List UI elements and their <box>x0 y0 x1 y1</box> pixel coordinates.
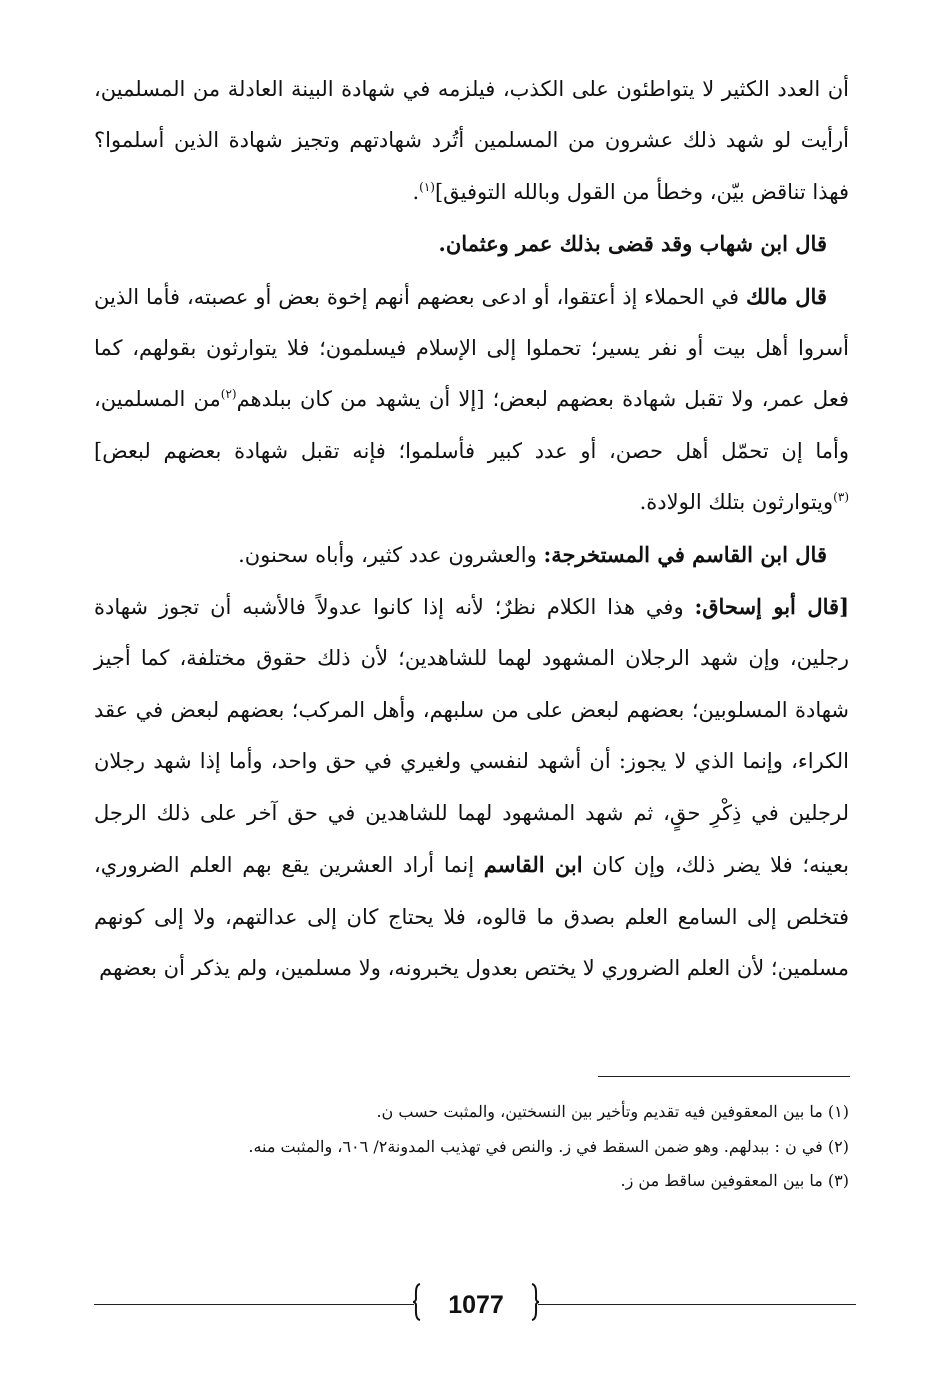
paragraph-2 <box>94 218 849 270</box>
paragraph-3-text: في الحملاء إذ أعتقوا، أو ادعى بعضهم أنهم إخوة بعض أو عصبته، فأما الذين أسروا أهل بيت أو نفر يسير؛ تحملوا إلى الإسلام فيسلمون؛ فلا يتوارثون بقولهم، كما فعل عمر، ولا تقبل شهادة بعضهم لبعض؛ [إلا أن يشهد من كان ببلدهم <box>94 284 849 412</box>
footnote-ref-3: (٣) <box>833 490 849 505</box>
footer-rule-left <box>94 1304 414 1305</box>
paragraph-3-bold: قال مالك <box>746 283 827 309</box>
footnote-ref-2: (٢) <box>220 387 237 402</box>
paragraph-5-tail: إنما أراد العشرين يقع بهم العلم الضروري، فتخلص إلى السامع العلم بصدق ما قالوه، فلا يحتاج كان إلى عدالتهم، ولا إلى كونهم مسلمين؛ لأن العلم الضروري لا يختص بعدول يخبرونه، ولا مسلمين، ولم يذكر أن بعضهم <box>94 853 849 980</box>
main-text <box>94 64 849 994</box>
footnote-ref-1: (١) <box>419 179 435 194</box>
paragraph-4-text: والعشرون عدد كثير، وأباه سحنون. <box>238 542 544 567</box>
page-number-bracket-right <box>530 1283 540 1321</box>
paragraph-3-tail: من المسلمين، وأما إن تحمّل أهل حصن، أو عدد كبير فأسلموا؛ فإنه تقبل شهادة بعضهم لبعض] <box>94 387 849 463</box>
paragraph-4 <box>94 529 849 581</box>
footer-rule-right <box>538 1304 856 1305</box>
paragraph-1-text: أن العدد الكثير لا يتواطئون على الكذب، فيلزمه في شهادة البينة العادلة من المسلمين، أرأيت لو شهد ذلك عشرون من المسلمين أتُرد شهادتهم وتجيز شهادة الذين أسلموا؟ فهذا تناقض بيّن، وخطأ من القول وبالله التوفيق] <box>94 77 849 204</box>
footnote-separator <box>598 1076 850 1077</box>
paragraph-1-tail: . <box>412 179 420 204</box>
paragraph-3 <box>94 271 849 529</box>
paragraph-5-bold-2: ابن القاسم <box>483 852 583 878</box>
paragraph-5 <box>94 581 849 994</box>
footnote-2: (٢) في ن : ببدلهم. وهو ضمن السقط في ز. والنص في تهذيب المدونة٢/ ٦٠٦، والمثبت منه. <box>248 1136 849 1156</box>
paragraph-3-tail-2: ويتوارثون بتلك الولادة. <box>639 490 834 515</box>
page-number: 1077 <box>448 1291 504 1319</box>
footnote-1: (١) ما بين المعقوفين فيه تقديم وتأخير بين النسختين، والمثبت حسب ن. <box>376 1102 849 1121</box>
paragraph-5-bold: [قال أبو إسحاق: <box>694 594 850 620</box>
paragraph-5-text: وفي هذا الكلام نظرٌ؛ لأنه إذا كانوا عدولاً فالأشبه أن تجوز شهادة رجلين، وإن شهد الرجلان المشهود لهما للشاهدين؛ لأن ذلك حقوق مختلفة، كما أجيز شهادة المسلوبين؛ بعضهم لبعض على من سلبهم، وأهل المركب؛ بعضهم لبعض في عقد الكراء، وإنما الذي لا يجوز: أن أشهد لنفسي ولغيري في حق واحد، وأما إذا شهد رجلان لرجلين في ذِكْرِ حقٍ، ثم شهد المشهود لهما للشاهدين في حق آخر على ذلك الرجل بعينه؛ فلا يضر ذلك، وإن كان <box>94 595 849 878</box>
paragraph-1 <box>94 64 849 218</box>
footnote-3: (٣) ما بين المعقوفين ساقط من ز. <box>620 1171 849 1190</box>
footnotes <box>94 1095 849 1199</box>
paragraph-2-bold: قال ابن شهاب وقد قضى بذلك عمر وعثمان. <box>438 231 827 257</box>
paragraph-4-bold: قال ابن القاسم في المستخرجة: <box>543 541 827 567</box>
